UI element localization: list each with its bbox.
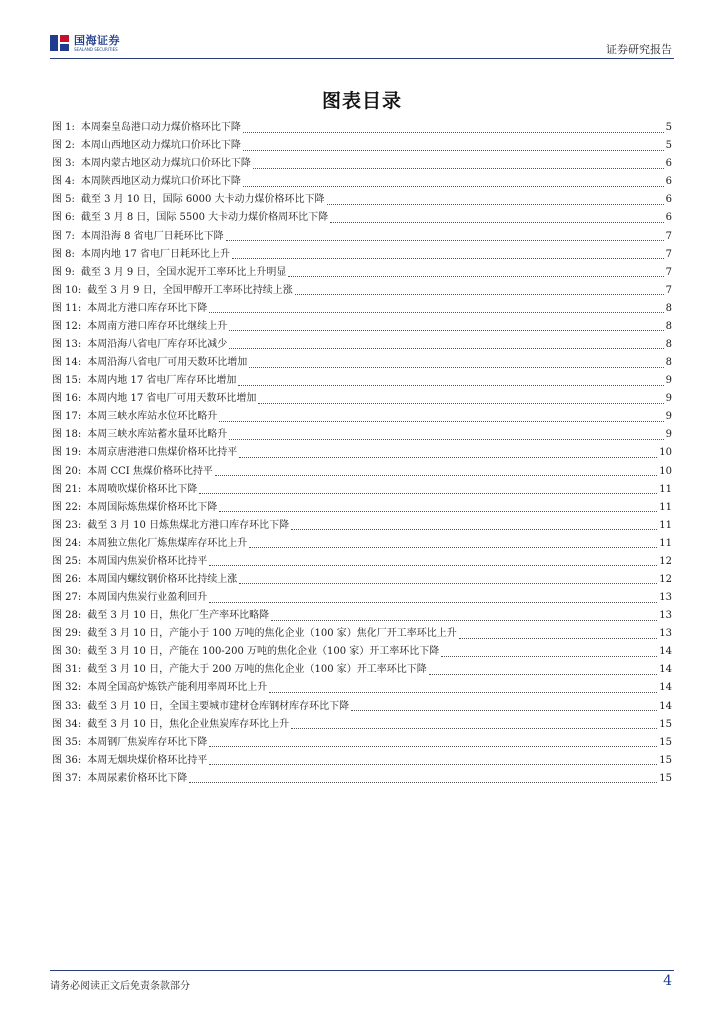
toc-entry[interactable] (52, 227, 672, 245)
toc-entry-title: 本周国内螺纹钢价格环比持续上涨 (87, 573, 238, 585)
toc-entry-number: 图 34: (52, 718, 82, 730)
toc-entry-page: 7 (665, 248, 672, 260)
toc-entry-page: 9 (665, 429, 672, 441)
toc-leader-dots (209, 564, 657, 566)
toc-entry-number: 图 4: (52, 176, 75, 188)
toc-entry[interactable] (52, 191, 672, 209)
toc-entry[interactable] (52, 119, 672, 137)
toc-leader-dots (209, 763, 657, 765)
toc-entry[interactable] (52, 173, 672, 191)
toc-leader-dots (291, 528, 657, 530)
toc-entry-number: 图 25: (52, 555, 82, 567)
toc-entry[interactable] (52, 408, 672, 426)
toc-entry-title: 截至 3 月 9 日，全国水泥开工率环比上升明显 (80, 266, 287, 278)
toc-leader-dots (243, 149, 664, 151)
toc-entry-number: 图 10: (52, 284, 82, 296)
toc-leader-dots (199, 492, 657, 494)
toc-entry-page: 14 (659, 664, 672, 676)
toc-entry-title: 截至 3 月 10 日，国际 6000 大卡动力煤价格环比下降 (80, 194, 325, 206)
toc-leader-dots (232, 257, 664, 259)
toc-entry[interactable] (52, 770, 672, 788)
toc-entry-page: 6 (665, 212, 672, 224)
figure-list (52, 119, 672, 788)
toc-leader-dots (351, 709, 657, 711)
toc-entry-title: 本周 CCI 焦煤价格环比持平 (87, 465, 213, 477)
page-footer (50, 970, 674, 992)
toc-leader-dots (209, 745, 657, 747)
toc-entry-page: 15 (659, 772, 672, 784)
toc-entry-page: 12 (659, 573, 672, 585)
toc-entry-number: 图 2: (52, 140, 75, 152)
toc-entry-page: 10 (659, 447, 672, 459)
toc-leader-dots (229, 329, 663, 331)
toc-entry[interactable] (52, 589, 672, 607)
toc-entry-page: 13 (659, 628, 672, 640)
toc-entry-page: 8 (665, 357, 672, 369)
toc-entry[interactable] (52, 444, 672, 462)
toc-entry-page: 12 (659, 555, 672, 567)
toc-entry-page: 9 (665, 411, 672, 423)
toc-leader-dots (330, 221, 663, 223)
toc-entry-page: 15 (659, 754, 672, 766)
toc-entry-page: 11 (659, 483, 672, 495)
toc-entry[interactable] (52, 300, 672, 318)
toc-leader-dots (215, 474, 657, 476)
toc-leader-dots (459, 637, 657, 639)
toc-leader-dots (219, 510, 657, 512)
toc-leader-dots (295, 293, 664, 295)
toc-entry-title: 本周国际炼焦煤价格环比下降 (87, 501, 218, 513)
toc-entry-title: 本周全国高炉炼铁产能利用率周环比上升 (87, 682, 268, 694)
toc-entry[interactable] (52, 318, 672, 336)
toc-entry-page: 13 (659, 610, 672, 622)
toc-entry[interactable] (52, 336, 672, 354)
toc-entry-title: 本周沿海 8 省电厂日耗环比下降 (80, 230, 224, 242)
toc-leader-dots (209, 601, 657, 603)
toc-leader-dots (249, 546, 657, 548)
toc-entry[interactable] (52, 462, 672, 480)
toc-entry-page: 9 (665, 393, 672, 405)
toc-entry[interactable] (52, 625, 672, 643)
toc-entry-title: 本周沿海八省电厂可用天数环比增加 (87, 357, 248, 369)
toc-entry-page: 14 (659, 700, 672, 712)
toc-entry-title: 截至 3 月 10 日，全国主要城市建材仓库钢材库存环比下降 (87, 700, 350, 712)
toc-entry[interactable] (52, 282, 672, 300)
toc-entry-page: 7 (665, 284, 672, 296)
toc-entry-title: 截至 3 月 10 日，焦化厂生产率环比略降 (87, 610, 270, 622)
toc-entry-title: 截至 3 月 10 日，产能大于 200 万吨的焦化企业（100 家）开工率环比下降 (87, 664, 427, 676)
toc-entry[interactable] (52, 426, 672, 444)
toc-entry-page: 7 (665, 230, 672, 242)
toc-entry-title: 截至 3 月 8 日，国际 5500 大卡动力煤价格周环比下降 (80, 212, 329, 224)
toc-entry-number: 图 5: (52, 194, 75, 206)
toc-entry-number: 图 15: (52, 375, 82, 387)
toc-entry-title: 本周陕西地区动力煤坑口价环比下降 (80, 176, 241, 188)
toc-leader-dots (226, 239, 664, 241)
toc-leader-dots (327, 203, 664, 205)
toc-entry-page: 14 (659, 646, 672, 658)
toc-entry-page: 6 (665, 194, 672, 206)
toc-entry-number: 图 3: (52, 158, 75, 170)
toc-entry-number: 图 18: (52, 429, 82, 441)
toc-entry-page: 7 (665, 266, 672, 278)
toc-leader-dots (229, 438, 663, 440)
toc-entry-number: 图 28: (52, 610, 82, 622)
toc-entry-page: 15 (659, 736, 672, 748)
toc-entry-number: 图 31: (52, 664, 82, 676)
toc-entry-number: 图 7: (52, 230, 75, 242)
toc-entry-title: 本周内地 17 省电厂库存环比增加 (87, 375, 237, 387)
toc-entry-number: 图 14: (52, 357, 82, 369)
toc-entry[interactable] (52, 535, 672, 553)
logo-text (74, 35, 120, 52)
toc-entry-number: 图 16: (52, 393, 82, 405)
toc-entry-number: 图 12: (52, 320, 82, 332)
toc-entry-page: 5 (665, 140, 672, 152)
toc-entry-number: 图 22: (52, 501, 82, 513)
toc-entry[interactable] (52, 137, 672, 155)
toc-entry-number: 图 30: (52, 646, 82, 658)
toc-entry[interactable] (52, 752, 672, 770)
toc-entry-number: 图 26: (52, 573, 82, 585)
toc-entry-page: 5 (665, 122, 672, 134)
toc-entry-title: 本周内蒙古地区动力煤坑口价环比下降 (80, 158, 251, 170)
toc-leader-dots (229, 347, 663, 349)
toc-entry[interactable] (52, 607, 672, 625)
toc-entry[interactable] (52, 716, 672, 734)
toc-entry[interactable] (52, 499, 672, 517)
toc-entry[interactable] (52, 643, 672, 661)
toc-entry[interactable] (52, 209, 672, 227)
toc-entry-page: 14 (659, 682, 672, 694)
toc-entry-number: 图 9: (52, 266, 75, 278)
toc-entry[interactable] (52, 390, 672, 408)
toc-entry-number: 图 29: (52, 628, 82, 640)
toc-entry-number: 图 27: (52, 592, 82, 604)
toc-entry-number: 图 11: (52, 302, 82, 314)
toc-entry-page: 9 (665, 375, 672, 387)
toc-leader-dots (441, 655, 657, 657)
toc-entry[interactable] (52, 571, 672, 589)
toc-entry[interactable] (52, 734, 672, 752)
company-logo (50, 32, 120, 54)
toc-entry[interactable] (52, 661, 672, 679)
toc-leader-dots (249, 366, 663, 368)
toc-entry-number: 图 1: (52, 122, 75, 134)
toc-entry-number: 图 23: (52, 519, 82, 531)
toc-entry-title: 本周三峡水库站蓄水量环比略升 (87, 429, 228, 441)
toc-leader-dots (189, 781, 657, 783)
toc-leader-dots (291, 727, 657, 729)
toc-entry[interactable] (52, 679, 672, 697)
toc-entry-title: 截至 3 月 10 日，产能小于 100 万吨的焦化企业（100 家）焦化厂开工率环比上升 (87, 628, 457, 640)
toc-leader-dots (243, 185, 664, 187)
toc-leader-dots (288, 275, 663, 277)
report-type-label: 证券研究报告 (606, 43, 672, 56)
toc-entry-title: 本周内地 17 省电厂日耗环比上升 (80, 248, 231, 260)
toc-entry-number: 图 35: (52, 736, 82, 748)
toc-entry-title: 本周山西地区动力煤坑口价环比下降 (80, 140, 241, 152)
toc-entry-title: 本周北方港口库存环比下降 (87, 302, 208, 314)
toc-entry[interactable] (52, 372, 672, 390)
toc-entry-title: 本周秦皇岛港口动力煤价格环比下降 (80, 122, 241, 134)
toc-leader-dots (429, 673, 657, 675)
toc-leader-dots (253, 167, 664, 169)
toc-entry-number: 图 6: (52, 212, 75, 224)
toc-entry-number: 图 21: (52, 483, 82, 495)
toc-leader-dots (239, 582, 657, 584)
toc-entry-title: 本周国内焦炭价格环比持平 (87, 555, 208, 567)
toc-entry[interactable] (52, 698, 672, 716)
toc-entry-title: 截至 3 月 9 日，全国甲醇开工率环比持续上涨 (87, 284, 293, 296)
toc-entry-number: 图 8: (52, 248, 75, 260)
toc-entry[interactable] (52, 354, 672, 372)
toc-entry-number: 图 24: (52, 537, 82, 549)
toc-entry-number: 图 37: (52, 772, 82, 784)
toc-entry-page: 8 (665, 320, 672, 332)
toc-leader-dots (243, 131, 664, 133)
toc-leader-dots (269, 691, 657, 693)
toc-leader-dots (271, 619, 657, 621)
toc-entry-title: 本周内地 17 省电厂可用天数环比增加 (87, 393, 257, 405)
toc-entry-page: 6 (665, 158, 672, 170)
toc-entry-title: 截至 3 月 10 日，焦化企业焦炭库存环比上升 (87, 718, 290, 730)
logo-mark-icon (50, 33, 70, 53)
toc-entry-title: 本周无烟块煤价格环比持平 (87, 754, 208, 766)
toc-entry-title: 本周京唐港港口焦煤价格环比持平 (87, 447, 238, 459)
toc-entry-number: 图 13: (52, 338, 82, 350)
toc-leader-dots (239, 456, 657, 458)
disclaimer-text: 请务必阅读正文后免责条款部分 (50, 981, 190, 992)
toc-leader-dots (219, 420, 663, 422)
toc-entry-title: 本周尿素价格环比下降 (87, 772, 188, 784)
toc-entry[interactable] (52, 481, 672, 499)
page-number: 4 (663, 973, 672, 989)
toc-entry-title: 截至 3 月 10 日炼焦煤北方港口库存环比下降 (87, 519, 290, 531)
toc-entry-page: 15 (659, 718, 672, 730)
toc-entry[interactable] (52, 264, 672, 282)
toc-entry-page: 6 (665, 176, 672, 188)
toc-entry[interactable] (52, 155, 672, 173)
toc-entry-page: 13 (659, 592, 672, 604)
toc-entry-page: 10 (659, 465, 672, 477)
logo-english-name: SEALAND SECURITIES (74, 46, 118, 52)
toc-entry-number: 图 20: (52, 465, 82, 477)
toc-entry-number: 图 33: (52, 700, 82, 712)
toc-entry-number: 图 17: (52, 411, 82, 423)
toc-entry-title: 本周三峡水库站水位环比略升 (87, 411, 218, 423)
toc-entry-title: 本周南方港口库存环比继续上升 (87, 320, 228, 332)
toc-entry-page: 11 (659, 501, 672, 513)
toc-entry[interactable] (52, 517, 672, 535)
toc-entry-number: 图 19: (52, 447, 82, 459)
toc-entry-number: 图 32: (52, 682, 82, 694)
toc-entry-page: 8 (665, 338, 672, 350)
page-title: 图表目录 (321, 90, 402, 112)
toc-entry[interactable] (52, 553, 672, 571)
toc-leader-dots (209, 311, 663, 313)
toc-entry-title: 本周国内焦炭行业盈利回升 (87, 592, 208, 604)
logo-chinese-name: 国海证券 (74, 33, 120, 47)
toc-entry-number: 图 36: (52, 754, 82, 766)
page-header (50, 30, 674, 59)
toc-entry-title: 截至 3 月 10 日，产能在 100-200 万吨的焦化企业（100 家）开工率环比下降 (87, 646, 440, 658)
toc-entry[interactable] (52, 246, 672, 264)
toc-entry-title: 本周钢厂焦炭库存环比下降 (87, 736, 208, 748)
toc-leader-dots (258, 402, 663, 404)
toc-entry-title: 本周沿海八省电厂库存环比减少 (87, 338, 228, 350)
toc-leader-dots (238, 384, 663, 386)
toc-entry-title: 本周喷吹煤价格环比下降 (87, 483, 198, 495)
toc-entry-page: 11 (659, 537, 672, 549)
toc-entry-page: 8 (665, 302, 672, 314)
toc-entry-page: 11 (659, 519, 672, 531)
toc-entry-title: 本周独立焦化厂炼焦煤库存环比上升 (87, 537, 248, 549)
